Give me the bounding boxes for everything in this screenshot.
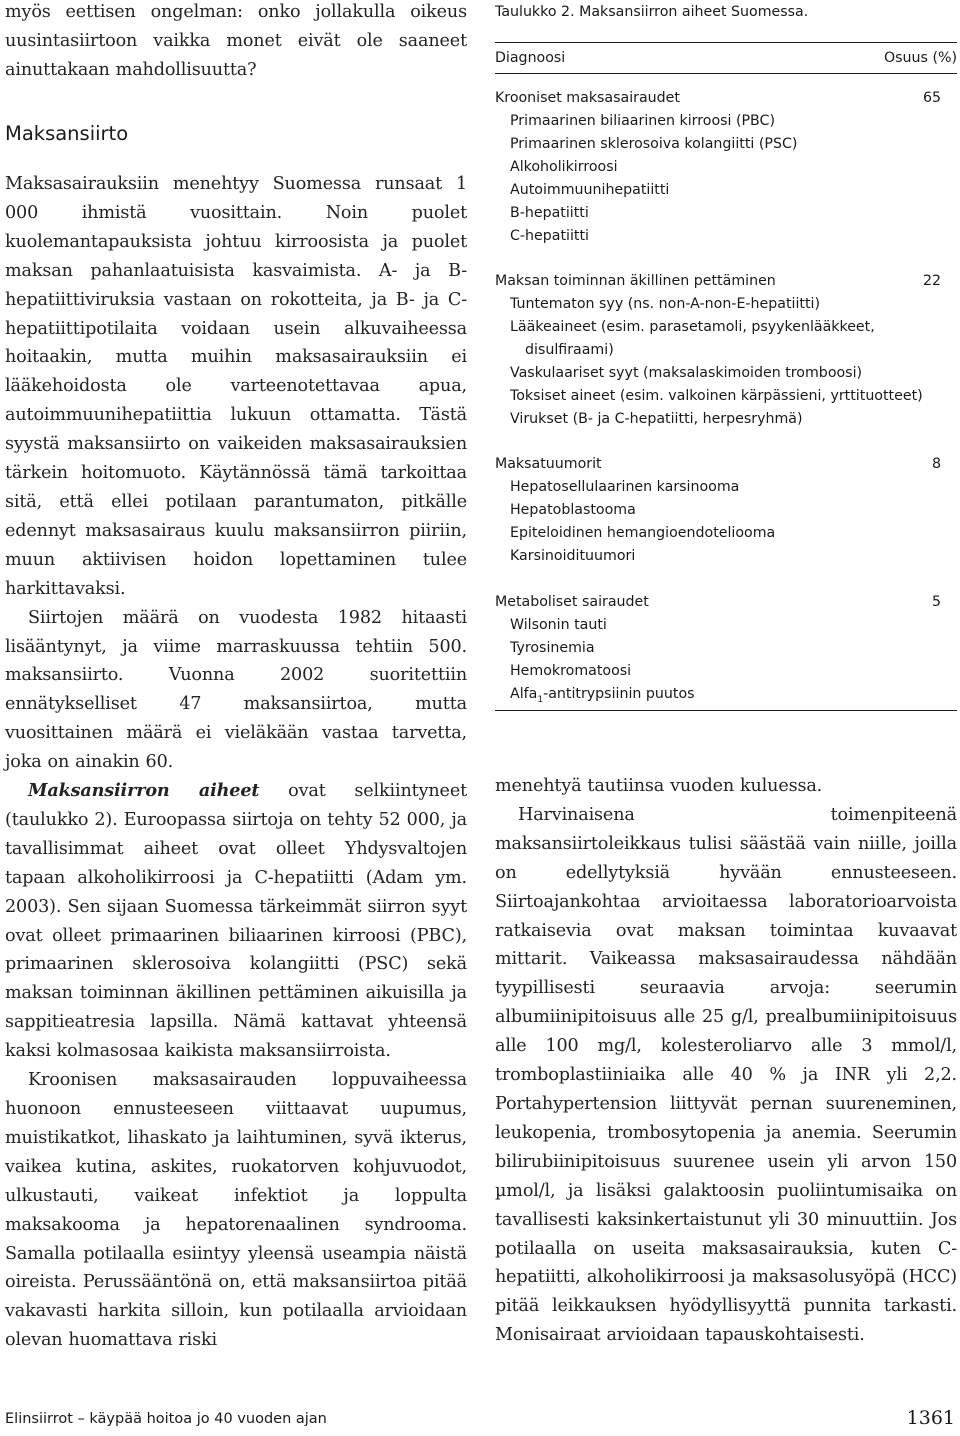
table-row: Hemokromatoosi	[510, 663, 632, 679]
page-number: 1361	[906, 1407, 955, 1429]
table-row: Tyrosinemia	[510, 640, 595, 656]
table-group-title: Maksatuumorit 8	[495, 453, 957, 476]
paragraph-1: Maksasairauksiin menehtyy Suomessa runsaat 1 000 ihmistä vuosittain. Noin puolet kuolemantapauksista johtuu kirroosista ja puolet maksan pahanlaatuisista kasvaimista. A- ja B-hepatiittiviruksia vastaan on rokotteita, ja B- ja C-hepatiittipotilaita voidaan usein alkuvaiheessa hoitaakin, mutta muihin maksasairauksiin ei lääkehoidosta ole varteenotettavaa apua, autoimmuunihepatiittia lukuun ottamatta. Tästä syystä maksansiirto on vaikeiden maksasairauksien tärkein hoitomuoto. Käytännössä tämä tarkoittaa sitä, että ellei potilaan parantumaton, pitkälle edennyt maksasairaus kuulu maksansiirron piiriin, muun aktiivisen hoidon lopettaminen tulee harkittavaksi.	[5, 174, 467, 599]
table-group-chronic	[495, 87, 957, 248]
table-group-tumors	[495, 453, 957, 568]
table-row: Alfa$_1$-antitrypsiinin puutos	[510, 686, 695, 705]
section-title: Maksansiirto	[5, 122, 129, 145]
share-value: 22	[922, 273, 941, 289]
table-row: Lääkeaineet (esim. parasetamoli, psyykenlääkkeet,	[510, 319, 875, 335]
table-group-acute	[495, 270, 957, 431]
table-group-metabolic	[495, 591, 957, 712]
table-header-row	[495, 49, 957, 67]
main-text-block	[5, 170, 467, 1355]
continuation-line: menehtyä tautiinsa vuoden kuluessa.	[495, 776, 823, 796]
paragraph-2: Siirtojen määrä on vuodesta 1982 hitaasti lisääntynyt, ja viime marraskuussa tehtiin 500. maksansiirto. Vuonna 2002 suoritettiin ennätykselliset 47 maksansiirtoa, mutta vuosittainen määrä ei vieläkään vastaa tarvetta, joka on ainakin 60.	[5, 607, 467, 773]
table-row: Karsinoidituumori	[510, 548, 636, 564]
paragraph-5: Harvinaisena toimenpiteenä maksansiirtoleikkaus tulisi säästää vain niille, joilla on edellytyksiä hyvään ennusteeseen. Siirtoajankohtaa arvioitaessa laboratorioarvoista ratkaisevia ovat maksan toimintaa kuvaavat mittarit. Vaikeassa maksasairaudessa nähdään tyypillisesti seuraavia arvoja: seerumin albumiinipitoisuus alle 25 g/l, prealbumiinipitoisuus alle 100 mg/l, kolesteroliarvo alle 3 mmol/l, tromboplastiiniaika alle 40 % ja INR yli 2,2. Portahypertension liittyvät pernan suureneminen, leukopenia, trombosytopenia ja anemia. Seerumin bilirubiinipitoisuus suurenee usein yli arvon 150 µmol/l, ja lisäksi galaktoosin puoliintumisaika on tavallisesti kaksinkertaistunut yli 30 minuuttiin. Jos potilaalla on useita maksasairauksia, kuten C-hepatiitti, alkoholikirroosi ja maksasolusyöpä (HCC) pitää leikkauksen hyödyllisyyttä punnita tarkasti. Monisairaat arvioidaan tapauskohtaisesti.	[495, 804, 957, 1346]
table-row: Autoimmuunihepatiitti	[510, 182, 670, 198]
emphasis-phrase: Maksansiirron aiheet	[28, 780, 260, 802]
page-footer	[5, 1407, 955, 1431]
table-group-title: Maksan toiminnan äkillinen pettäminen 22	[495, 270, 957, 293]
table-row: Hepatosellulaarinen karsinooma	[510, 479, 740, 495]
table-row: Toksiset aineet (esim. valkoinen kärpässieni, yrttituotteet)	[510, 388, 923, 404]
intro-paragraph: myös eettisen ongelman: onko jollakulla oikeus uusintasiirtoon vaikka monet eivät ole saaneet ainuttakaan mahdollisuutta?	[5, 2, 467, 80]
table-row: Alkoholikirroosi	[510, 159, 618, 175]
table-bottom-rule	[495, 710, 957, 711]
share-value: 8	[931, 456, 941, 472]
table-row: C-hepatiitti	[510, 228, 589, 244]
table-row: Virukset (B- ja C-hepatiitti, herpesryhmä)	[510, 411, 803, 427]
column-header-share: Osuus (%)	[884, 50, 957, 66]
table-group-title: Krooniset maksasairaudet 65	[495, 87, 957, 110]
table-row: disulfiraami)	[525, 342, 614, 358]
paragraph-4: Kroonisen maksasairauden loppuvaiheessa huonoon ennusteeseen viittaavat uupumus, muistikatkot, lihaskato ja laihtuminen, syvä ikterus, vaikea kutina, askites, ruokatorven kohjuvuodot, ulkustauti, vaikeat infektiot ja loppulta maksakooma ja hepatorenaalinen syndrooma. Samalla potilaalla esiintyy yleensä useampia näistä oireista. Perussääntönä on, että maksansiirtoa pitää vakavasti harkita silloin, kun potilaalla arvioidaan olevan huomattava riski	[5, 1070, 467, 1351]
share-value: 5	[931, 594, 941, 610]
table-row: Vaskulaariset syyt (maksalaskimoiden tromboosi)	[510, 365, 863, 381]
table-group-title: Metaboliset sairaudet 5	[495, 591, 957, 614]
table-row: Primaarinen biliaarinen kirroosi (PBC)	[510, 113, 775, 129]
intro-block	[5, 0, 467, 85]
share-value: 65	[922, 90, 941, 106]
right-text-block	[495, 772, 957, 1350]
table-row: Hepatoblastooma	[510, 502, 636, 518]
paragraph-3-rest: ovat selkiintyneet (taulukko 2). Euroopassa siirtoja on tehty 52 000, ja tavallisimmat aiheet ovat olleet Yhdysvaltojen tapaan alkoholikirroosi ja C-hepatiitti (Adam ym. 2003). Sen sijaan Suomessa tärkeimmät siirron syyt ovat olleet primaarinen biliaarinen kirroosi (PBC), primaarinen sklerosoiva kolangiitti (PSC) sekä maksan toiminnan äkillinen pettäminen aikuisilla ja sappitieatresia lapsilla. Nämä kattavat yhteensä kaksi kolmasosaa kaikista maksansiirroista.	[5, 781, 468, 1062]
table-caption: Taulukko 2. Maksansiirron aiheet Suomessa.	[495, 4, 809, 20]
table-row: B-hepatiitti	[510, 205, 589, 221]
paragraph-3	[5, 777, 467, 1066]
table-row: Primaarinen sklerosoiva kolangiitti (PSC)	[510, 136, 798, 152]
table-top-rule	[495, 42, 957, 43]
table-header-rule	[495, 73, 957, 74]
journal-title: Elinsiirrot – käypää hoitoa jo 40 vuoden ajan	[5, 1411, 327, 1427]
column-header-diagnosis: Diagnoosi	[495, 50, 566, 66]
table-row: Epiteloidinen hemangioendoteliooma	[510, 525, 776, 541]
table-row: Tuntematon syy (ns. non-A-non-E-hepatiitti)	[510, 296, 820, 312]
table-row: Wilsonin tauti	[510, 617, 607, 633]
